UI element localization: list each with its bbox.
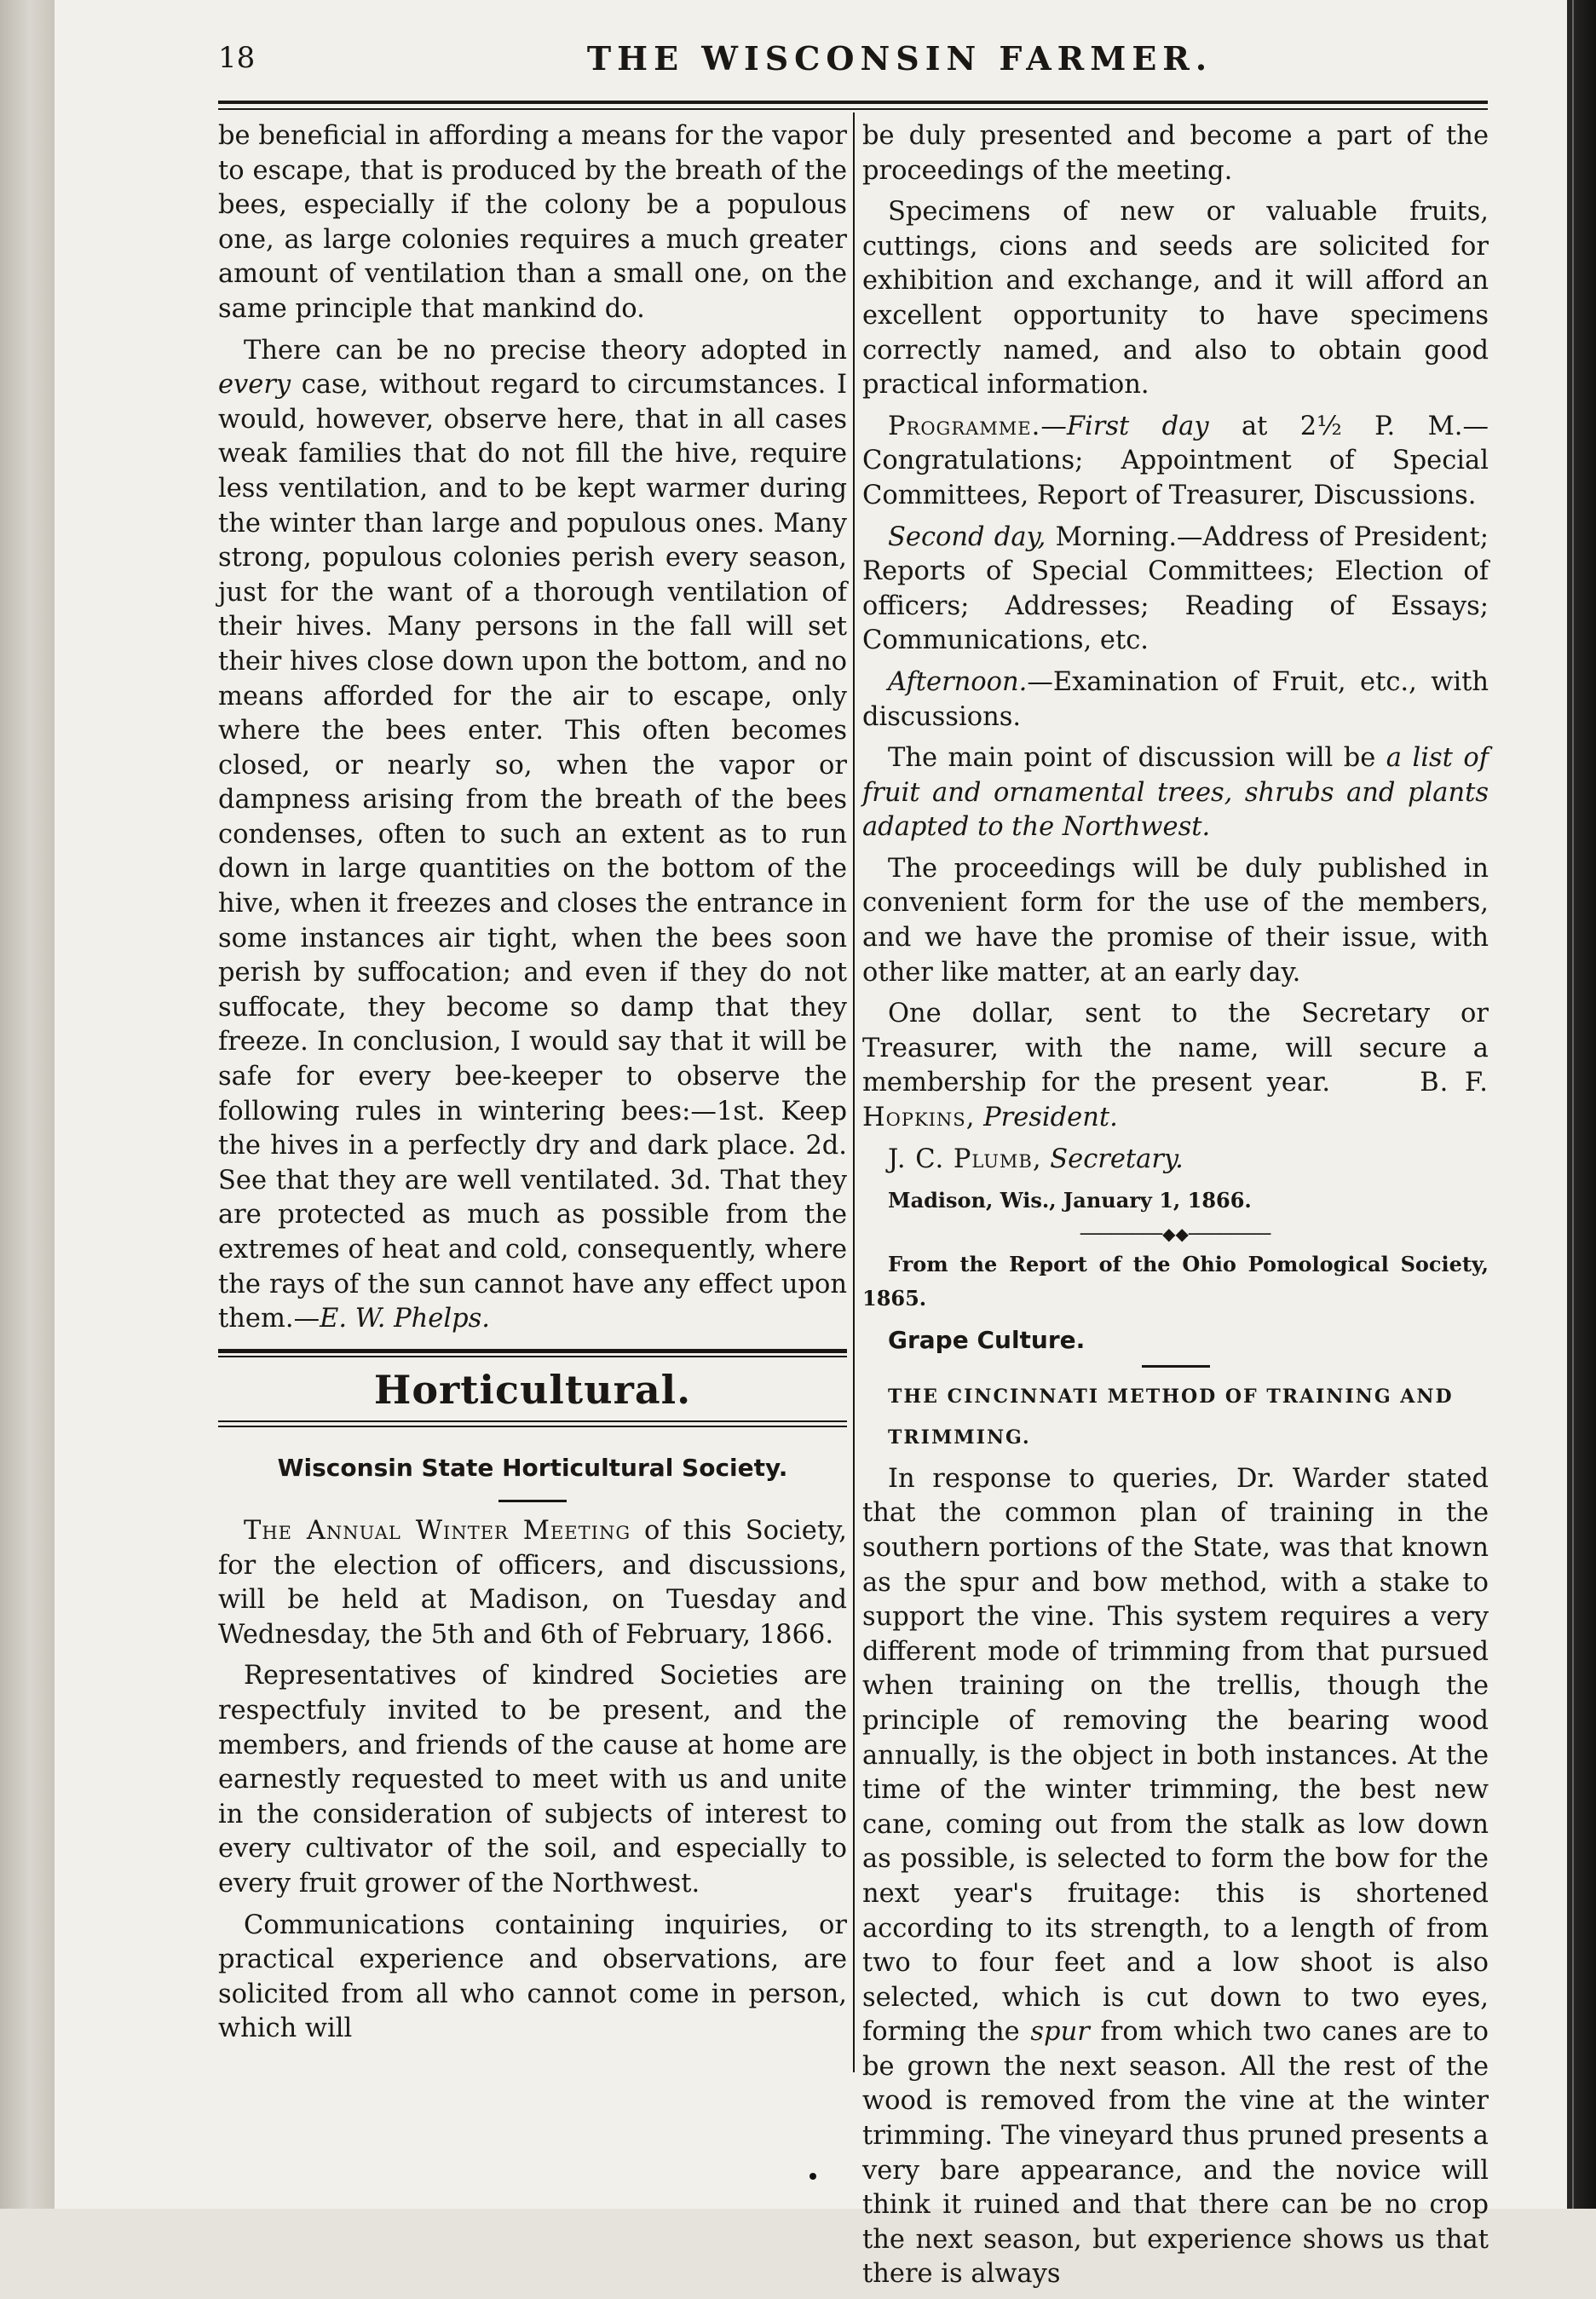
- article-heading: Wisconsin State Horticultural Society.: [277, 1454, 788, 1483]
- subheading-line-2: TRIMMING.: [888, 1426, 1031, 1449]
- communications-paragraph: Communications containing inquiries, or practical experience and observations, are solicited from all who cannot come in person, which will: [218, 1910, 847, 2044]
- proceedings-paragraph: The proceedings will be duly published in convenient form for the use of the members, and we have the promise of their issue, with other like matter, at an early day.: [862, 853, 1489, 988]
- programme-paragraph: Programme.—First day at 2½ P. M.—Congratulations; Appointment of Special Committees, Report of Treasurer, Discussions.: [862, 411, 1489, 510]
- president-title: President.: [983, 1103, 1118, 1133]
- proceedings-continued: be duly presented and become a part of the proceedings of the meeting.: [862, 121, 1489, 186]
- article-author: E. W. Phelps.: [320, 1304, 490, 1334]
- main-point-paragraph: The main point of discussion will be a list of fruit and ornamental trees, shrubs and plants adapted to the Northwest.: [862, 743, 1489, 843]
- section-rule: [218, 1349, 847, 1357]
- subheading-line-1: THE CINCINNATI METHOD OF TRAINING AND: [888, 1385, 1454, 1408]
- column-divider: [853, 112, 855, 2072]
- dateline: Madison, Wis., January 1, 1866.: [888, 1188, 1252, 1213]
- section-title: Horticultural.: [373, 1366, 692, 1413]
- bee-ventilation-paragraph: There can be no precise theory adopted in every case, without regard to circumstances. I would, however, observe here, that in all cases weak families that do not fill the hive, require less ventilation, and to be kept warmer during the winter than large and populous ones. Many strong, populous colonies perish every season, just for the want of a thorough ventilation of their hives. Many persons in the fall will set their hives close down upon the bottom, and no means afforded for the air to escape, only where the bees enter. This often becomes closed, or nearly so, when the vapor or dampness arising from the breath of the bees condenses, often to such an extent as to run down in large quantities on the bottom of the hive, when it freezes and closes the entrance in some instances air tight, when the bees soon perish by suffocation; and even if they do not suffocate, they become so damp that they freeze. In conclusion, I would say that it will be safe for every bee-keeper to observe the following rules in wintering bees:—1st. Keep the hives in a perfectly dry and dark place. 2d. See that they are well ventilated. 3d. That they are protected as much as possible from the extremes of heat and cold, consequently, where the rays of the sun cannot have any effect upon them.—E. W. Phelps.: [218, 335, 847, 1334]
- president-name: B. F. Hopkins,: [862, 1068, 1489, 1133]
- page-edge: [1567, 0, 1596, 2209]
- bee-paragraph-continued: be beneficial in affording a means for the vapor to escape, that is produced by the breath of the bees, especially if the colony be a populous one, as large colonies requires a much greater amount of ventilation than a small one, on the same principle that mankind do.: [218, 121, 847, 324]
- specimens-paragraph: Specimens of new or valuable fruits, cuttings, cions and seeds are solicited for exhibition and exchange, and it will afford an excellent opportunity to have specimens correctly named, and also to obtain good practical information.: [862, 197, 1489, 400]
- second-day-paragraph: Second day, Morning.—Address of President; Reports of Special Committees; Election of officers; Addresses; Reading of Essays; Communications, etc.: [862, 521, 1489, 656]
- right-column: [862, 119, 1489, 2299]
- publication-title: THE WISCONSIN FARMER.: [586, 39, 1213, 78]
- book-spine: [0, 0, 55, 2209]
- heading-rule: [498, 1500, 567, 1502]
- header-rule-thin: [218, 108, 1488, 110]
- meeting-announcement: The Annual Winter Meeting of this Society, for the election of officers, and discussions, will be held at Madison, on Tuesday and Wednesday, the 5th and 6th of February, 1866.: [218, 1515, 847, 1650]
- article-source: From the Report of the Ohio Pomological Society, 1865.: [862, 1251, 1489, 1311]
- invitation-paragraph: Representatives of kindred Societies are respectfuly invited to be present, and the members, and friends of the cause at home are earnestly requested to meet with us and unite in the consideration of subjects of interest to every cultivator of the soil, and especially to every fruit grower of the Northwest.: [218, 1661, 847, 1899]
- secretary-signature: J. C. Plumb, Secretary.: [888, 1144, 1184, 1174]
- section-title-rule: [218, 1420, 847, 1427]
- grape-paragraph: In response to queries, Dr. Warder stated that the common plan of training in the southern portions of the State, was that known as the spur and bow method, with a stake to support the vine. This system requires a very different mode of trimming from that pursued when training on the trellis, though the principle of removing the bearing wood annually, is the object in both instances. At the time of the winter trimming, the best new cane, coming out from the stalk as low down as possible, is selected to form the bow for the next year's fruitage: this is shortened according to its strength, to a length of from two to four feet and a low shoot is also selected, which is cut down to two eyes, forming the spur from which two canes are to be grown the next season. All the rest of the wood is removed from the vine at the winter trimming. The vineyard thus pruned presents a very bare appearance, and the novice will think it ruined and that there can be no crop the next season, but experience shows us that there is always: [862, 1463, 1489, 2290]
- left-column: [218, 119, 847, 2054]
- ornament-rule: ────────◆◆────────: [1080, 1223, 1271, 1244]
- header-rule-thick: [218, 101, 1488, 104]
- article-heading-grape: Grape Culture.: [888, 1326, 1086, 1354]
- page-mark: [810, 2173, 816, 2180]
- grape-heading-rule: [1142, 1365, 1210, 1368]
- running-header: [218, 41, 1513, 92]
- afternoon-paragraph: Afternoon.—Examination of Fruit, etc., with discussions.: [862, 666, 1489, 732]
- page-number: 18: [218, 41, 256, 75]
- membership-paragraph: One dollar, sent to the Secretary or Treasurer, with the name, will secure a membership for the present year. B. F. Hopkins, President.: [862, 999, 1489, 1133]
